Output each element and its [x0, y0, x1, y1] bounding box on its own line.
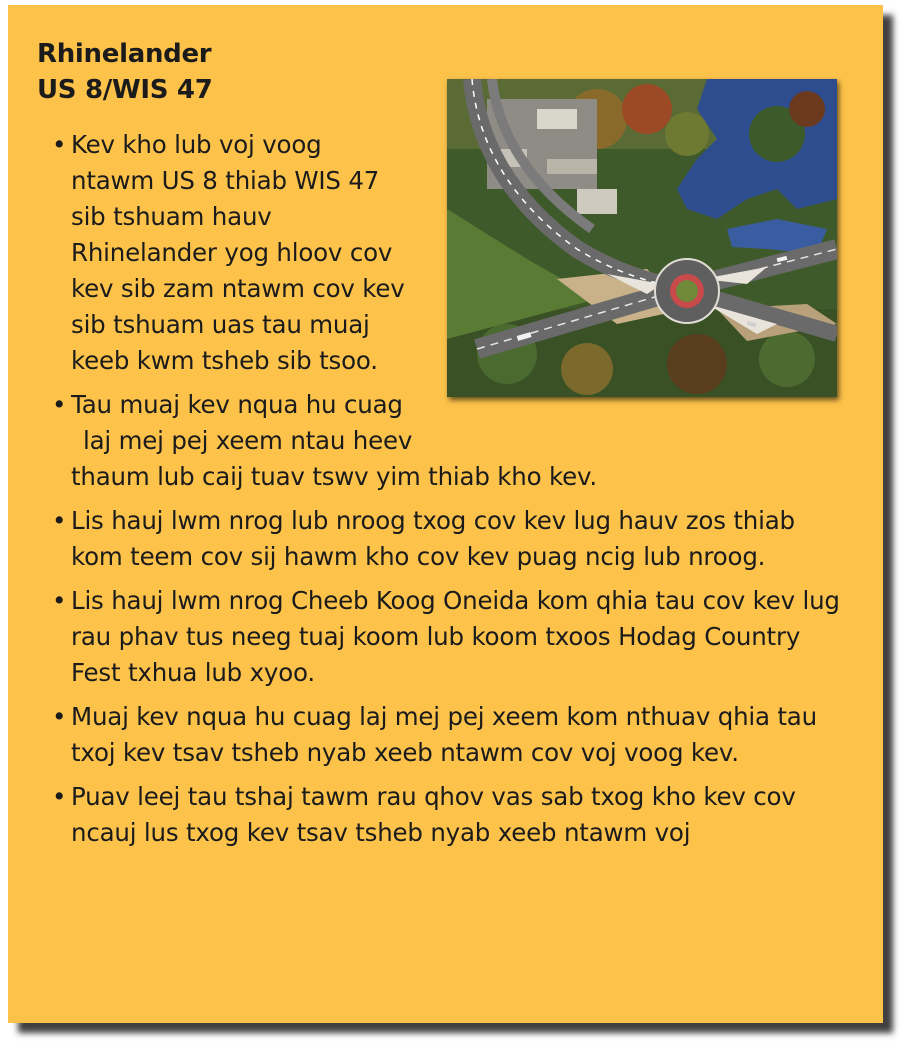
list-item-text-line: laj mej pej xeem ntau heev	[83, 426, 413, 455]
bullet-marker: •	[52, 702, 67, 731]
list-item	[52, 583, 852, 691]
list-item	[52, 779, 852, 851]
list-item	[52, 127, 411, 379]
page-title	[37, 36, 213, 108]
content-card	[8, 5, 883, 1023]
list-item-text: Muaj kev nqua hu cuag laj mej pej xeem kom nthuav qhia tau txoj kev tsav tsheb nyab xeeb ntawm cov voj voog kev.	[71, 702, 817, 767]
list-item-text: Puav leej tau tshaj tawm rau qhov vas sab txog kho kev cov ncauj lus txog kev tsav tsheb nyab xeeb ntawm voj	[71, 782, 796, 847]
bullet-list	[52, 127, 852, 859]
bullet-marker: •	[52, 390, 67, 419]
list-item-text: Lis hauj lwm nrog Cheeb Koog Oneida kom qhia tau cov kev lug rau phav tus neeg tuaj koom lub koom txoos Hodag Country Fest txhua lub xyoo.	[71, 586, 840, 687]
list-item-text: Lis hauj lwm nrog lub nroog txog cov kev lug hauv zos thiab kom teem cov sij hawm kho cov kev puag ncig lub nroog.	[71, 506, 795, 571]
list-item	[52, 699, 852, 771]
bullet-marker: •	[52, 130, 67, 159]
bullet-marker: •	[52, 782, 67, 811]
list-item	[52, 503, 852, 575]
bullet-marker: •	[52, 586, 67, 615]
title-line-route: US 8/WIS 47	[37, 75, 213, 105]
list-item-text-line: Tau muaj kev nqua hu cuag	[71, 390, 403, 419]
list-item-text: Kev kho lub voj voog ntawm US 8 thiab WIS 47 sib tshuam hauv Rhinelander yog hloov cov kev sib zam ntawm cov kev sib tshuam uas tau muaj keeb kwm tsheb sib tsoo.	[71, 130, 405, 375]
list-item	[52, 387, 852, 495]
bullet-marker: •	[52, 506, 67, 535]
list-item-text-line: thaum lub caij tuav tswv yim thiab kho kev.	[71, 462, 597, 491]
title-line-city: Rhinelander	[37, 39, 212, 69]
